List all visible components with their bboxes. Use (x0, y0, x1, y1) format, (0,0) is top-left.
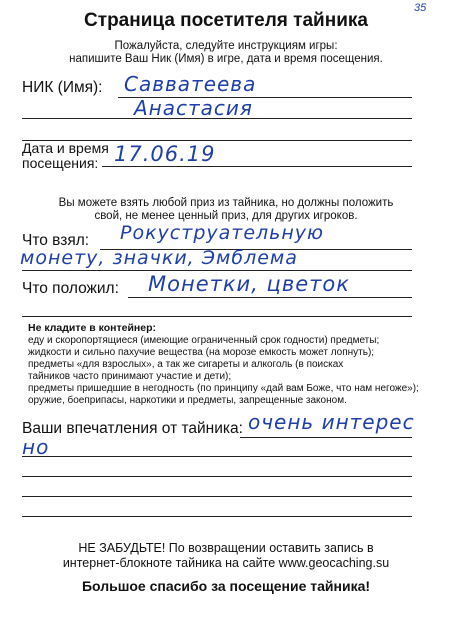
impressions-line-2 (22, 456, 412, 457)
impressions-handwritten-1: очень интерес (248, 410, 415, 434)
date-label-line-2: посещения: (22, 155, 99, 171)
put-line-2 (22, 316, 412, 317)
warning-line: предметы «для взрослых», а так же сигареты и алкоголь (в поисках (28, 359, 344, 370)
impressions-line-3 (22, 476, 412, 477)
footer-line-2: интернет-блокноте тайника на сайте www.geocaching.su (62, 556, 390, 570)
warning-line: еду и скоропортящиеся (имеющие ограниченный срок годности) предметы; (28, 335, 380, 346)
impressions-line-4 (22, 496, 412, 497)
intro-line-1: Пожалуйста, следуйте инструкциям игры: (114, 40, 338, 52)
impressions-handwritten-2: но (22, 435, 50, 459)
date-label-line-1: Дата и время (22, 140, 109, 156)
prize-note-line-2: свой, не менее ценный приз, для других игроков. (94, 210, 358, 222)
nick-handwritten-2: Анастасия (134, 96, 253, 120)
nick-label: НИК (Имя): (22, 79, 103, 96)
took-line-2 (22, 270, 412, 271)
impressions-line-1 (240, 437, 412, 438)
put-handwritten: Монетки, цветок (148, 272, 350, 296)
warning-line: оружие, боеприпасы, наркотики и предметы, запрещенные законом. (28, 395, 347, 406)
warning-line: предметы пришедшие в негодность (по принципу «дай вам Боже, что нам негоже»); (28, 383, 419, 394)
put-label: Что положил: (22, 280, 119, 297)
warning-list (28, 335, 419, 407)
warning-line: жидкости и сильно пахучие вещества (на морозе емкость может лопнуть); (28, 347, 375, 358)
intro-line-2: напишите Ваш Ник (Имя) в игре, дата и время посещения. (69, 53, 383, 65)
impressions-label: Ваши впечатления от тайника: (22, 420, 243, 437)
took-label: Что взял: (22, 232, 90, 249)
footer-line-1: НЕ ЗАБУДЬТЕ! По возвращении оставить запись в (78, 541, 374, 555)
page-number: 35 (414, 2, 427, 14)
prize-note (0, 197, 452, 223)
date-line (102, 166, 412, 167)
impressions-line-5 (22, 516, 412, 517)
warning-line: тайников часто принимают участие и дети); (28, 371, 232, 382)
date-label (22, 141, 109, 171)
put-line-1 (128, 297, 412, 298)
footer-note (0, 541, 452, 571)
warning-title: Не кладите в контейнер: (28, 322, 157, 334)
date-handwritten: 17.06.19 (114, 142, 216, 166)
footer-thanks: Большое спасибо за посещение тайника! (81, 578, 371, 594)
took-handwritten-1: Рокуструательную (120, 222, 325, 244)
intro-text (0, 40, 452, 66)
took-handwritten-2: монету, значки, Эмблема (20, 247, 298, 269)
prize-note-line-1: Вы можете взять любой приз из тайника, но должны положить (58, 197, 394, 209)
nick-handwritten-1: Савватеева (124, 72, 257, 96)
page-title: Страница посетителя тайника (84, 10, 368, 31)
